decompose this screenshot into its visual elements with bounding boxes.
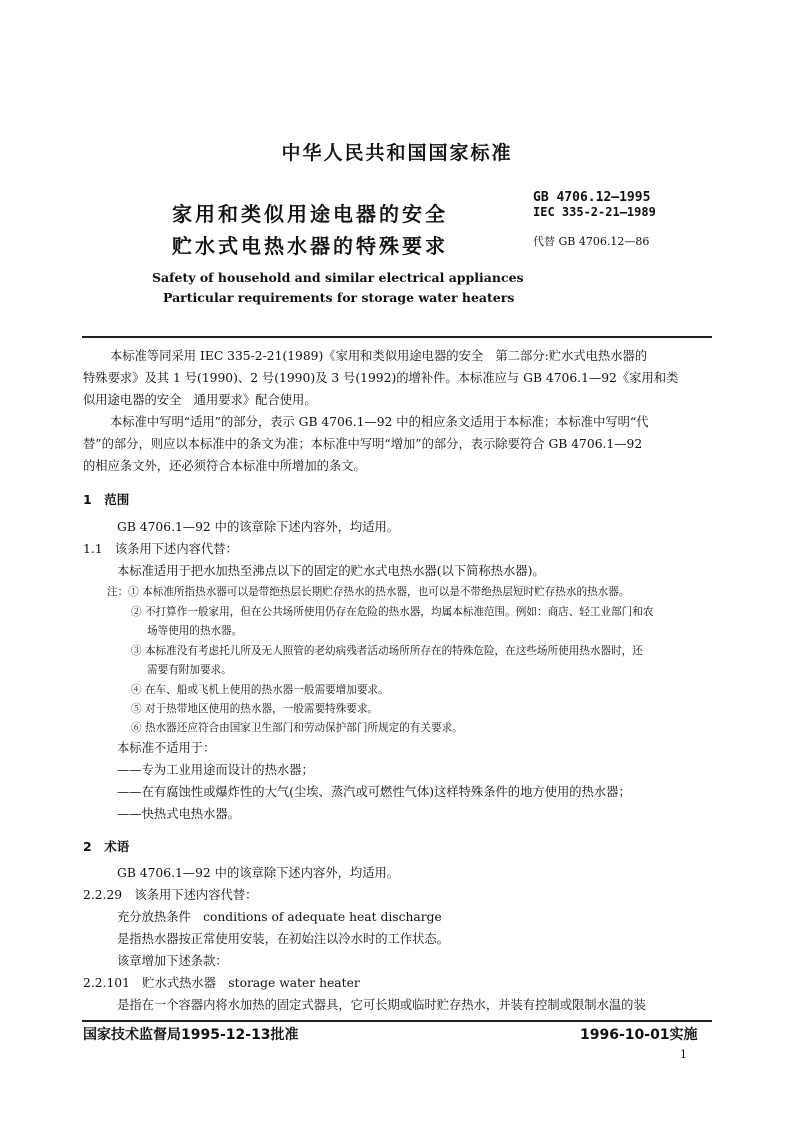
intro-p1-line1: 本标准等同采用 IEC 335-2-21(1989)《家用和类似用途电器的安全 第二部分:贮水式电热水器的	[110, 349, 648, 363]
effective-date: 1996-10-01实施	[580, 1027, 698, 1043]
intro-p1-line3: 似用途电器的安全 通用要求》配合使用。	[83, 393, 317, 407]
s1-note-2: ② 不打算作一般家用，但在公共场所使用仍存在危险的热水器，均属本标准范围。例如：商店、轻工业部门和农	[131, 606, 654, 618]
s1-scope-text: 本标准适用于把水加热至沸点以下的固定的贮水式电热水器(以下简称热水器)。	[117, 564, 545, 578]
s1-note-3: ③ 本标准没有考虑托儿所及无人照管的老幼病残者活动场所所存在的特殊危险，在这些场所使用热水器时，还	[131, 645, 643, 657]
iec-code: IEC 335-2-21—1989	[533, 205, 656, 219]
s1-note-3b: 需要有附加要求。	[147, 664, 232, 676]
gb-code: GB 4706.12—1995	[533, 190, 651, 205]
s1-note-5: ⑤ 对于热带地区使用的热水器，一般需要特殊要求。	[131, 703, 379, 715]
title-zh-line-1: 家用和类似用途电器的安全	[172, 202, 448, 226]
s1-na-item-1: ——专为工业用途而设计的热水器；	[117, 763, 314, 777]
s1-note-2b: 场等使用的热水器。	[147, 625, 243, 637]
title-en-line-2: Particular requirements for storage water heaters	[163, 290, 515, 305]
s1-not-applicable: 本标准不适用于：	[117, 741, 216, 755]
intro-p1-line2: 特殊要求》及其 1 号(1990)、2 号(1990)及 3 号(1992)的增补件。本标准应与 GB 4706.1—92《家用和类	[83, 371, 679, 385]
s2-clause-2-2-29: 2.2.29 该条用下述内容代替：	[83, 888, 258, 902]
header-divider	[82, 336, 712, 338]
s2-term-1: 充分放热条件 conditions of adequate heat discharge	[117, 910, 442, 924]
title-en-line-1: Safety of household and similar electrical appliances	[152, 270, 524, 285]
footer-divider	[82, 1020, 712, 1022]
title-zh-line-2: 贮水式电热水器的特殊要求	[172, 234, 448, 258]
approval-date: 国家技术监督局1995-12-13批准	[83, 1027, 299, 1043]
s2-definition-2: 是指在一个容器内将水加热的固定式器具，它可长期或临时贮存热水，并装有控制或限制水温的装	[117, 998, 646, 1012]
section-1-heading: 1 范围	[83, 492, 130, 507]
s2-additional: 该章增加下述条款：	[117, 954, 228, 968]
s1-note-4: ④ 在车、船或飞机上使用的热水器一般需要增加要求。	[131, 684, 389, 696]
s2-definition-1: 是指热水器按正常使用安装，在初始注以冷水时的工作状态。	[117, 932, 450, 946]
national-standard-heading: 中华人民共和国国家标准	[281, 142, 513, 164]
s1-note-1: 注：① 本标准所指热水器可以是带绝热层长期贮存热水的热水器，也可以是不带绝热层短时贮存热水的热水器。	[107, 586, 630, 598]
s1-na-item-3: ——快热式电热水器。	[117, 807, 240, 821]
section-2-heading: 2 术语	[83, 839, 130, 854]
s2-clause-2-2-101: 2.2.101 贮水式热水器 storage water heater	[83, 976, 360, 990]
s2-line1: GB 4706.1—92 中的该章除下述内容外，均适用。	[117, 866, 400, 880]
page-number: 1	[680, 1048, 687, 1061]
s1-na-item-2: ——在有腐蚀性或爆炸性的大气(尘埃、蒸汽或可燃性气体)这样特殊条件的地方使用的热水器；	[117, 785, 631, 799]
replaces-note: 代替 GB 4706.12—86	[533, 235, 650, 248]
s1-note-6: ⑥ 热水器还应符合由国家卫生部门和劳动保护部门所规定的有关要求。	[131, 722, 463, 734]
s1-clause-1-1: 1.1 该条用下述内容代替：	[83, 542, 238, 556]
intro-p2-line3: 的相应条文外，还必须符合本标准中所增加的条文。	[83, 459, 366, 473]
intro-p2-line2: 替”的部分，则应以本标准中的条文为准；本标准中写明“增加”的部分，表示除要符合 GB 4706.1—92	[83, 437, 643, 451]
intro-p2-line1: 本标准中写明“适用”的部分，表示 GB 4706.1—92 中的相应条文适用于本标准；本标准中写明“代	[110, 415, 649, 429]
s1-line1: GB 4706.1—92 中的该章除下述内容外，均适用。	[117, 520, 400, 534]
